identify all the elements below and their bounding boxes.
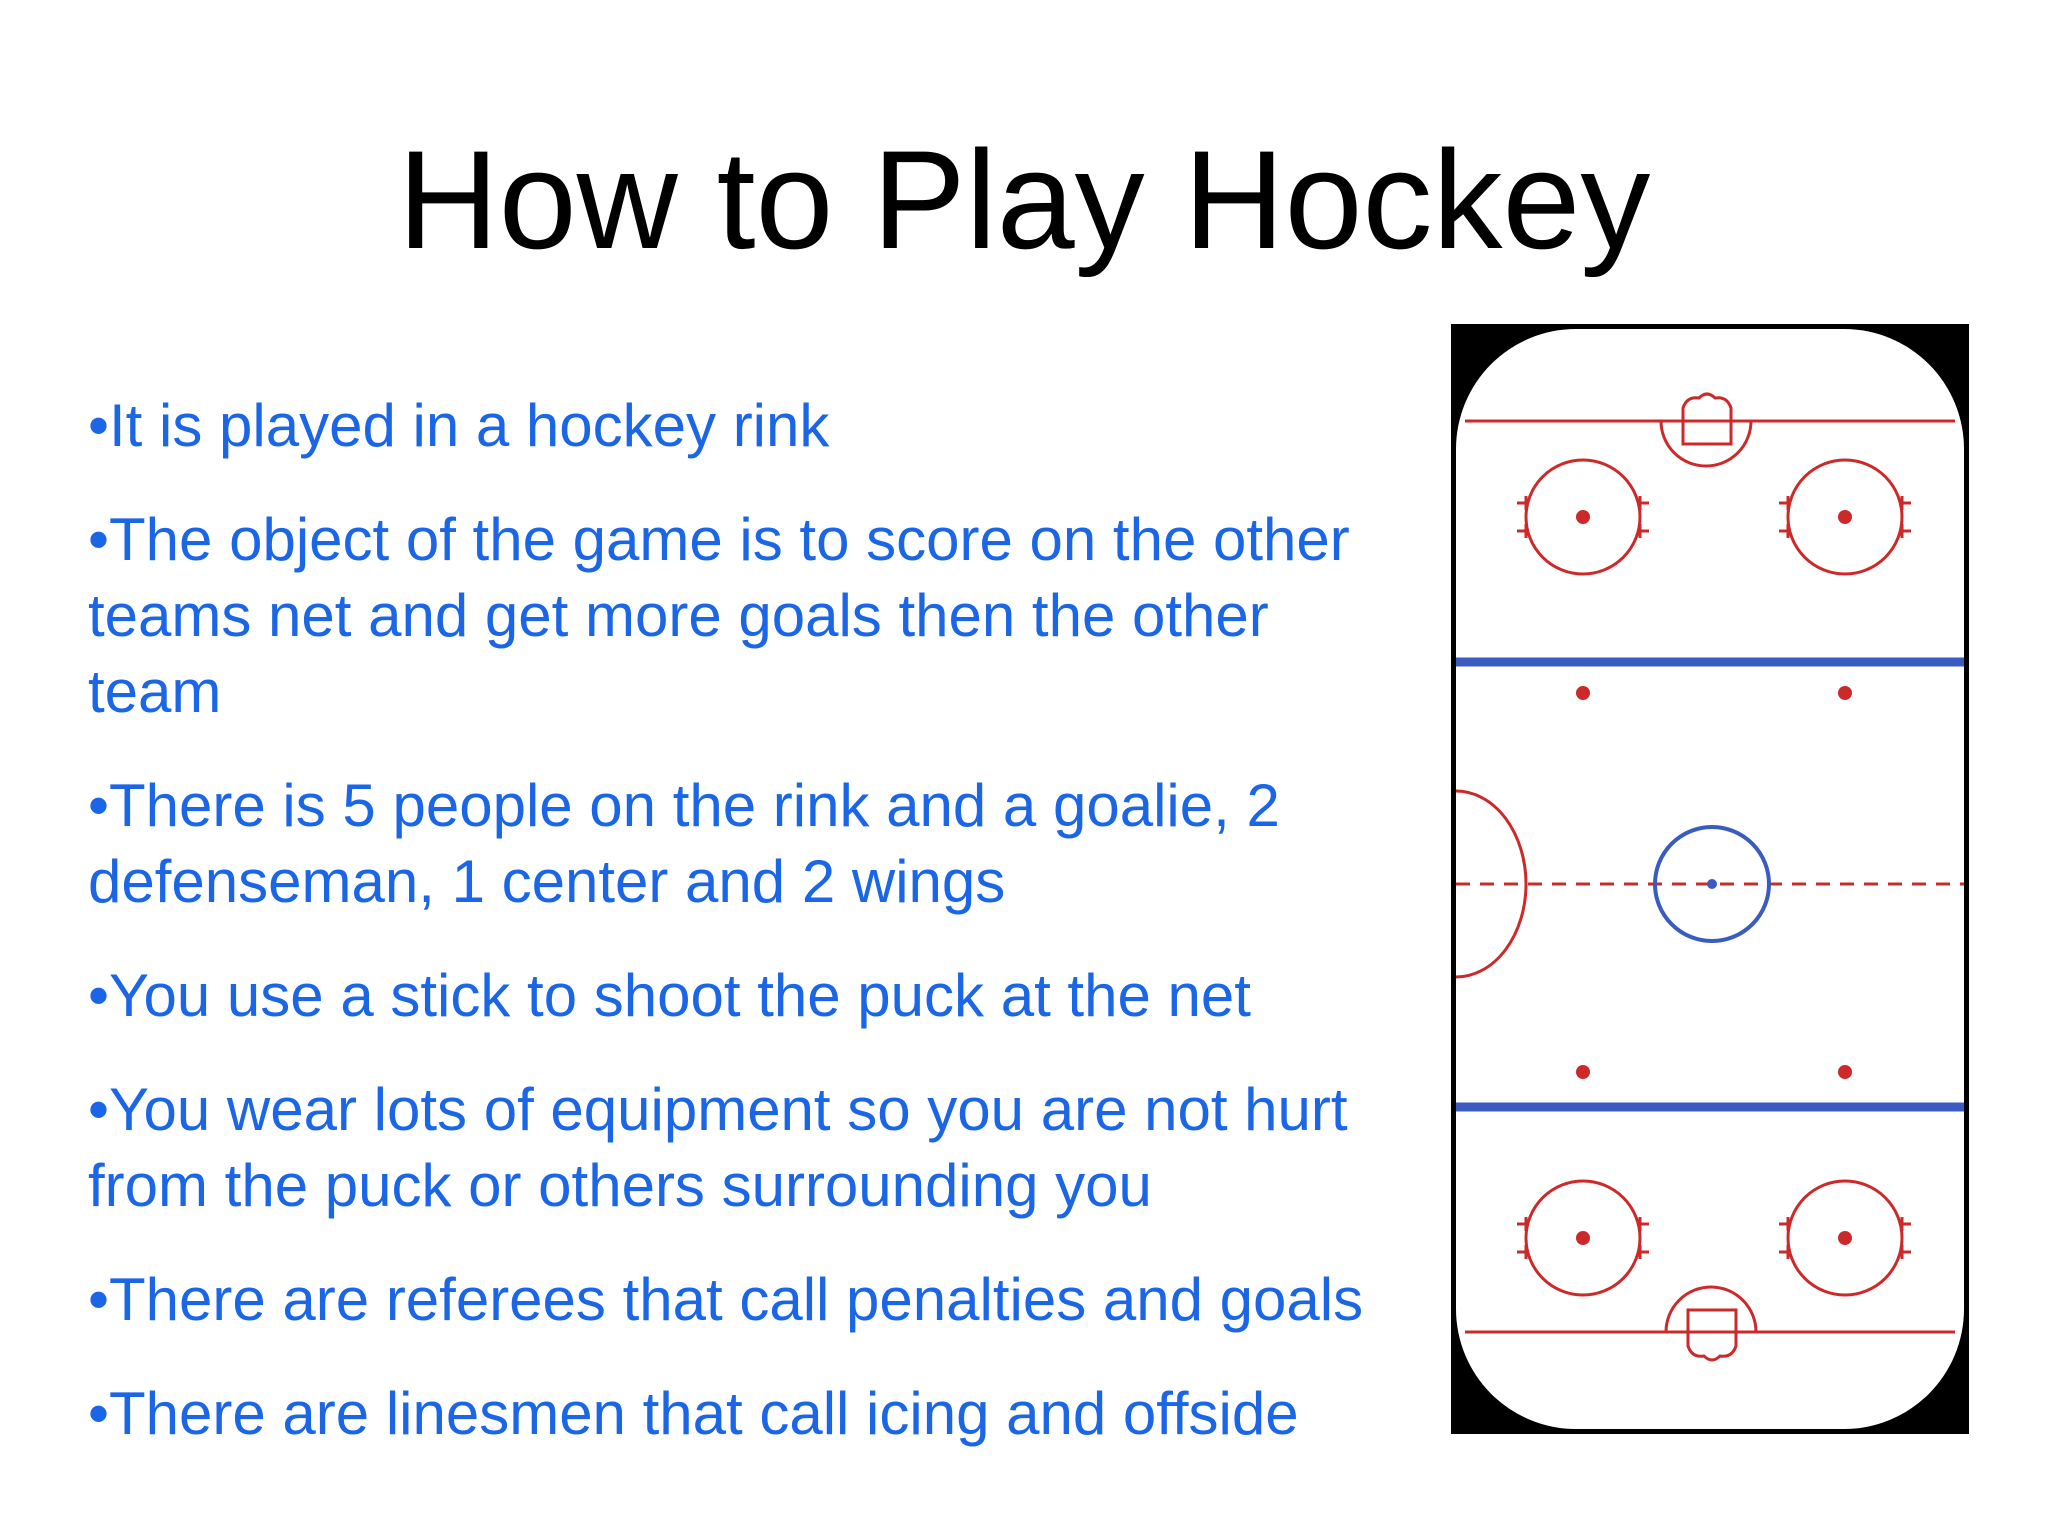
bullet-text: There are linesmen that call icing and offside (109, 1380, 1299, 1447)
hockey-rink-icon (1451, 324, 1969, 1434)
bullet-item (88, 1072, 1378, 1224)
bullet-text: You wear lots of equipment so you are not hurt from the puck or others surrounding you (88, 1076, 1348, 1219)
bullet-item (88, 768, 1378, 920)
bullet-text: The object of the game is to score on the other teams net and get more goals then the other team (88, 506, 1350, 725)
faceoff-dot (1576, 1065, 1590, 1079)
hockey-rink-image (1451, 324, 1969, 1434)
faceoff-dot (1838, 510, 1852, 524)
faceoff-dot (1838, 1231, 1852, 1245)
faceoff-dot (1576, 510, 1590, 524)
bullet-glyph: • (88, 772, 110, 839)
bullet-glyph: • (88, 1076, 110, 1143)
bullet-item (88, 388, 1378, 464)
faceoff-dot (1838, 1065, 1852, 1079)
bullet-glyph: • (88, 1266, 110, 1333)
bullet-item (88, 1376, 1378, 1452)
bullet-text: There are referees that call penalties and goals (109, 1266, 1364, 1333)
bullet-glyph: • (88, 1380, 110, 1447)
bullet-glyph: • (88, 392, 110, 459)
center-dot (1707, 879, 1717, 889)
bullet-glyph: • (88, 506, 110, 573)
bullet-item (88, 502, 1378, 730)
faceoff-dot (1576, 686, 1590, 700)
bullet-item (88, 958, 1378, 1034)
slide-title: How to Play Hockey (397, 121, 1651, 278)
bullet-text: There is 5 people on the rink and a goalie, 2 defenseman, 1 center and 2 wings (88, 772, 1280, 915)
bullet-list (88, 388, 1378, 1490)
bullet-glyph: • (88, 962, 110, 1029)
faceoff-dot (1576, 1231, 1590, 1245)
faceoff-dot (1838, 686, 1852, 700)
bullet-text: It is played in a hockey rink (109, 392, 830, 459)
bullet-text: You use a stick to shoot the puck at the net (109, 962, 1251, 1029)
bullet-item (88, 1262, 1378, 1338)
